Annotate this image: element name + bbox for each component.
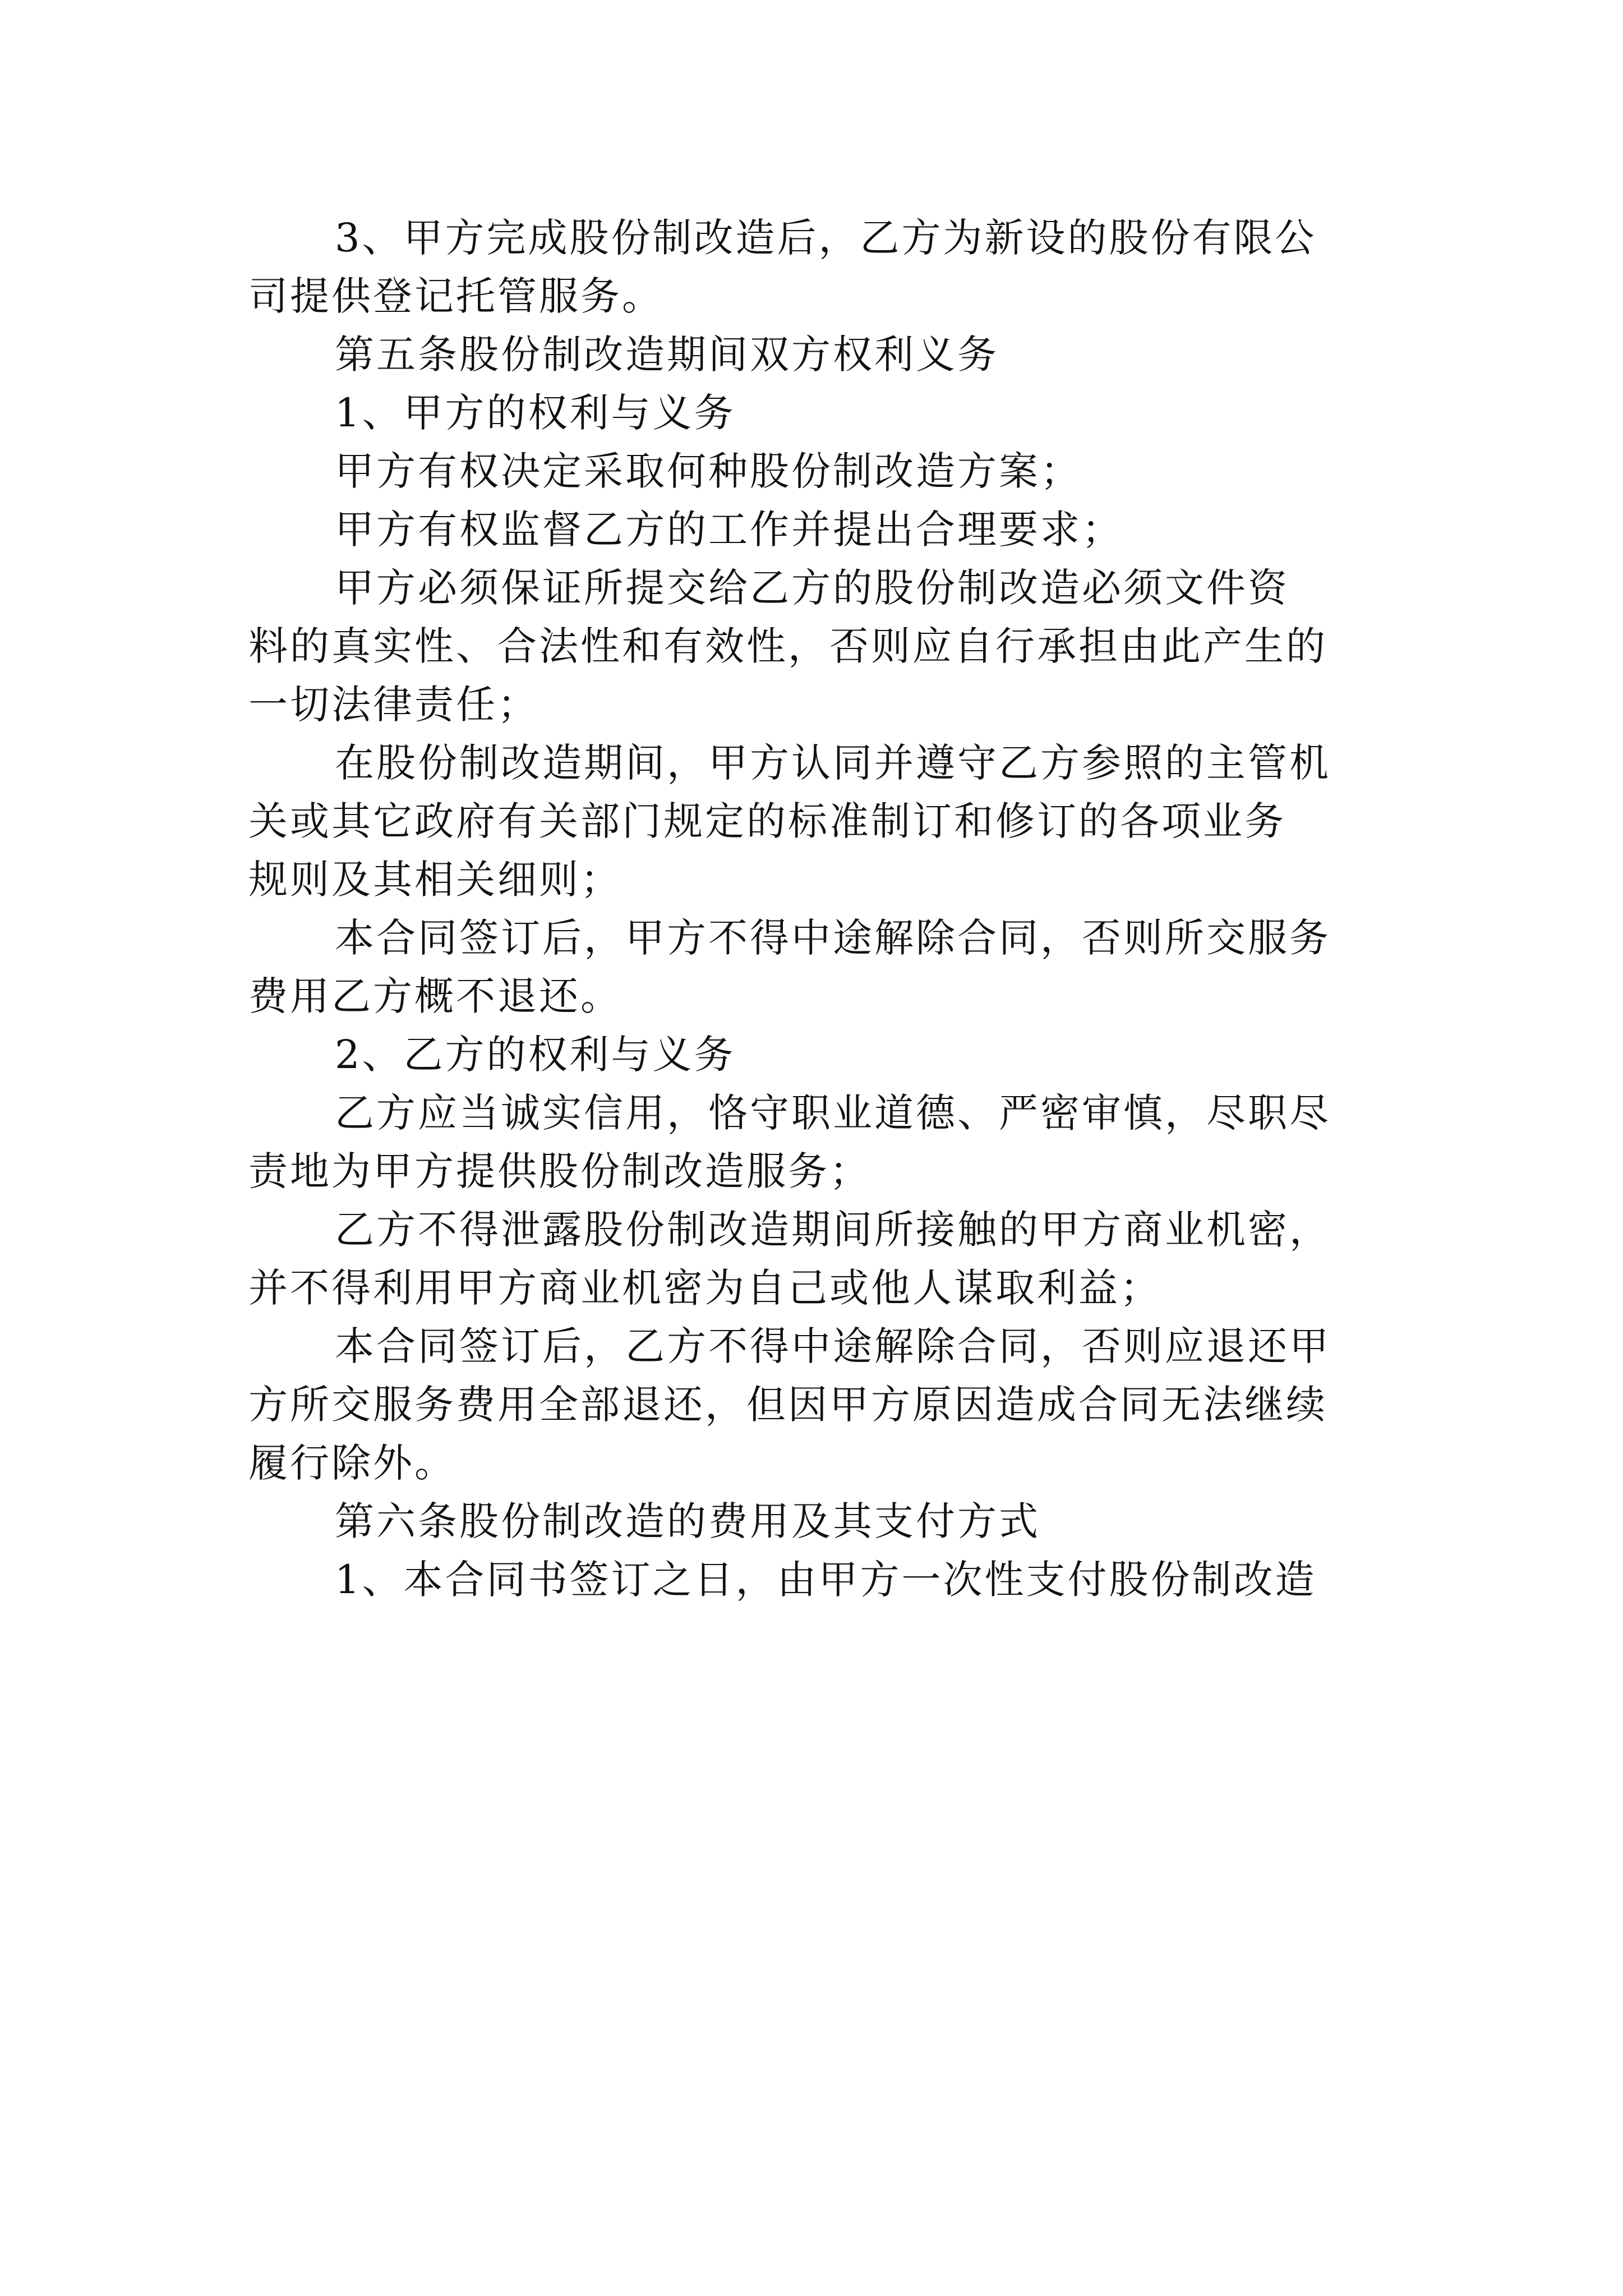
text-line: 司提供登记托管服务。 [248,273,663,319]
text-line: 3、甲方完成股份制改造后，乙方为新设的股份有限公 [335,215,1317,261]
text-line: 乙方应当诚实信用，恪守职业道德、严密审慎，尽职尽 [335,1090,1331,1136]
text-line: 关或其它政府有关部门规定的标准制订和修订的各项业务 [248,798,1286,844]
text-line: 责地为甲方提供股份制改造服务； [248,1148,871,1194]
text-line: 费用乙方概不退还。 [248,973,622,1019]
text-line: 履行除外。 [248,1440,456,1486]
text-line: 方所交服务费用全部退还，但因甲方原因造成合同无法继续 [248,1382,1327,1428]
text-line: 料的真实性、合法性和有效性，否则应自行承担由此产生的 [248,623,1327,669]
text-line: 并不得利用甲方商业机密为自己或他人谋取利益； [248,1265,1161,1311]
text-line: 规则及其相关细则； [248,857,622,903]
text-line: 乙方不得泄露股份制改造期间所接触的甲方商业机密， [335,1207,1331,1253]
document-body [248,209,1393,1609]
subsection-heading: 1、甲方的权利与义务 [335,390,736,436]
section-heading: 第五条股份制改造期间双方权利义务 [335,332,999,378]
text-line: 甲方有权监督乙方的工作并提出合理要求； [335,507,1123,553]
text-line: 本合同签订后，甲方不得中途解除合同，否则所交服务 [335,915,1331,961]
text-line: 甲方必须保证所提交给乙方的股份制改造必须文件资 [335,565,1289,611]
text-line: 一切法律责任； [248,682,539,728]
text-line: 在股份制改造期间，甲方认同并遵守乙方参照的主管机 [335,740,1331,786]
text-line: 本合同签订后，乙方不得中途解除合同，否则应退还甲 [335,1323,1331,1369]
section-heading: 第六条股份制改造的费用及其支付方式 [335,1498,1040,1544]
text-line: 1、本合同书签订之日，由甲方一次性支付股份制改造 [335,1557,1317,1603]
subsection-heading: 2、乙方的权利与义务 [335,1032,736,1078]
text-line: 甲方有权决定采取何种股份制改造方案； [335,448,1082,494]
